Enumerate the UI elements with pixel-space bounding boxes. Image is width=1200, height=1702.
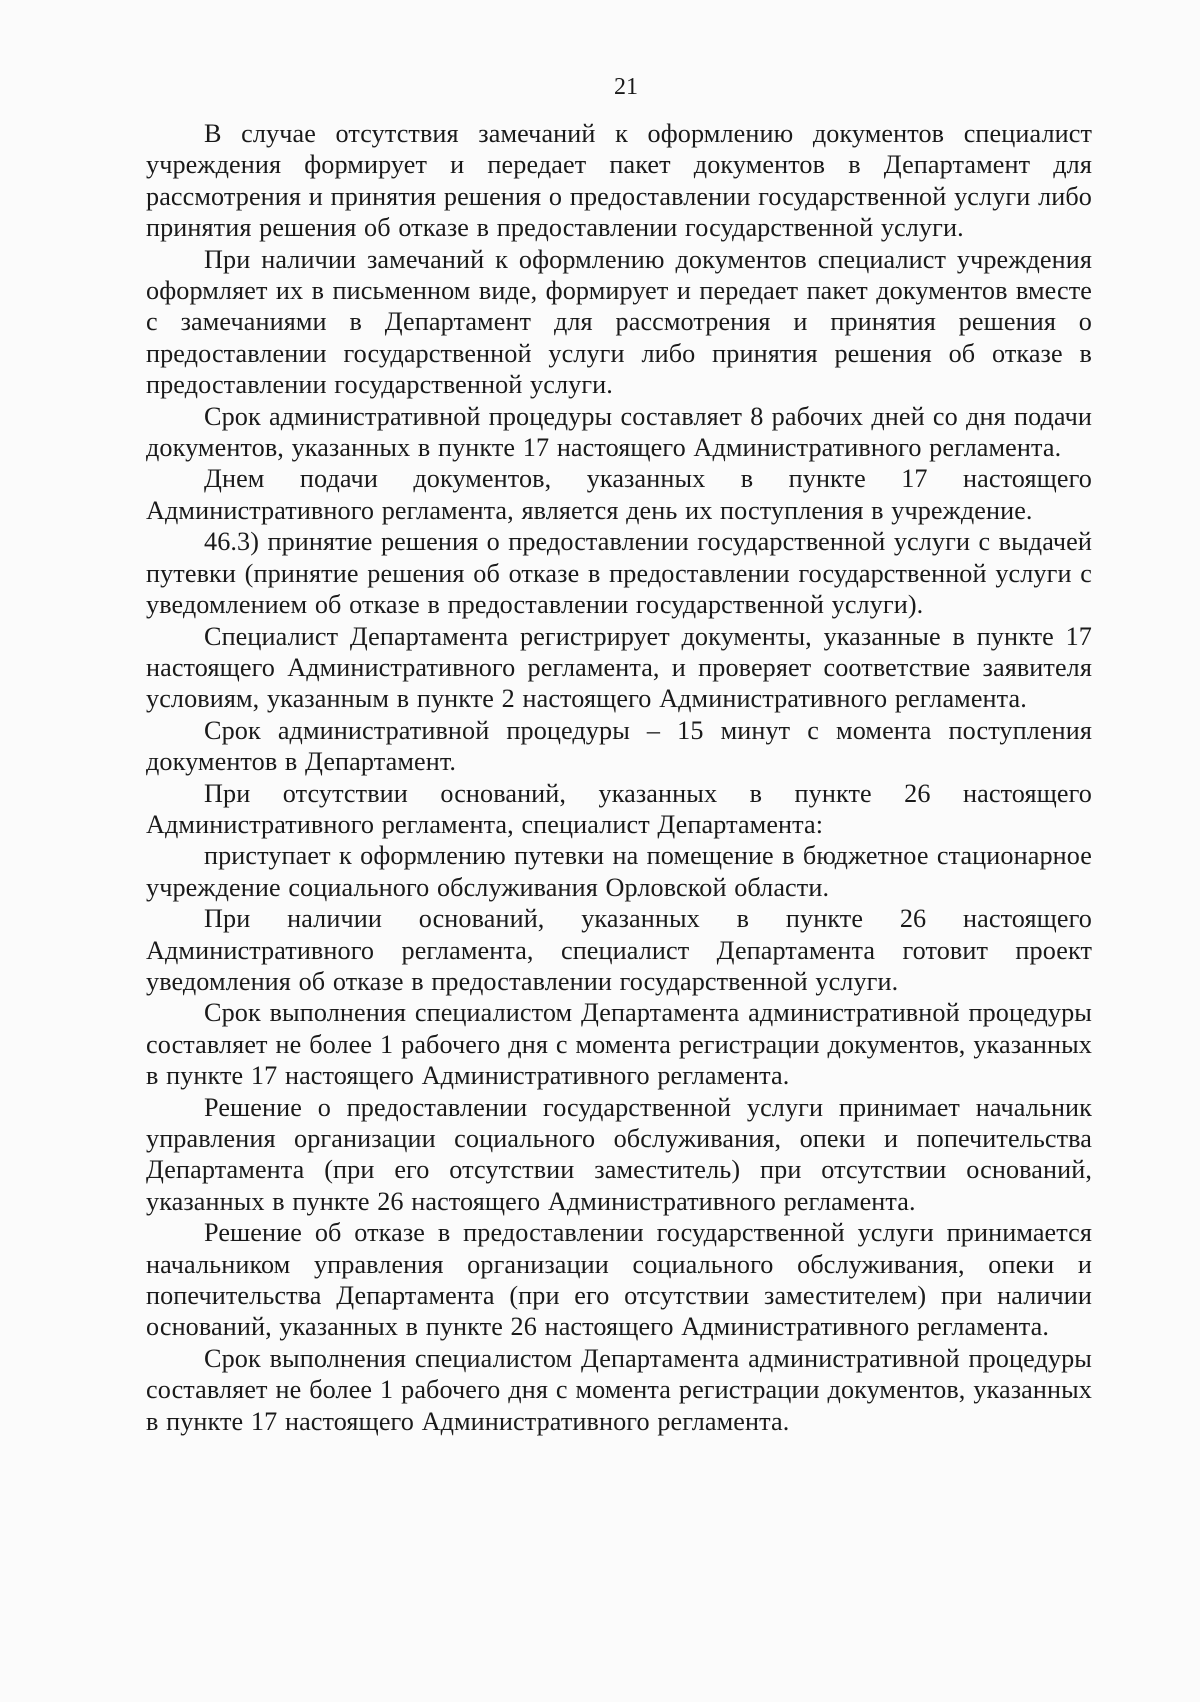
- paragraph-2: При наличии замечаний к оформлению документов специалист учреждения оформляет их в письменном виде, формирует и передает пакет документов вместе с замечаниями в Департамент для рассмотрения и принятия решения о предоставлении государственной услуги либо принятия решения об отказе в предоставлении государственной услуги.: [146, 244, 1092, 400]
- paragraph-5: 46.3) принятие решения о предоставлении государственной услуги с выдачей путевки (принятие решения об отказе в предоставлении государственной услуги с уведомлением об отказе в предоставлении государственной услуги).: [146, 527, 1092, 620]
- document-body: [146, 118, 1092, 1437]
- page-number: 21: [614, 74, 638, 100]
- paragraph-9: приступает к оформлению путевки на помещение в бюджетное стационарное учреждение социального обслуживания Орловской области.: [146, 841, 1092, 902]
- paragraph-12: Решение о предоставлении государственной услуги принимает начальник управления организации социального обслуживания, опеки и попечительства Департамента (при его отсутствии заместитель) при отсутствии оснований, указанных в пункте 26 настоящего Административного регламента.: [146, 1092, 1092, 1216]
- paragraph-8: При отсутствии оснований, указанных в пункте 26 настоящего Административного регламента, специалист Департамента:: [146, 778, 1092, 839]
- paragraph-3: Срок административной процедуры составляет 8 рабочих дней со дня подачи документов, указанных в пункте 17 настоящего Административного регламента.: [146, 401, 1092, 463]
- paragraph-11: Срок выполнения специалистом Департамента административной процедуры составляет не более 1 рабочего дня с момента регистрации документов, указанных в пункте 17 настоящего Административного регламента.: [146, 998, 1092, 1091]
- paragraph-7: Срок административной процедуры – 15 минут с момента поступления документов в Департамент.: [146, 715, 1092, 777]
- paragraph-13: Решение об отказе в предоставлении государственной услуги принимается начальником управления организации социального обслуживания, опеки и попечительства Департамента (при его отсутствии заместителем) при наличии оснований, указанных в пункте 26 настоящего Административного регламента.: [146, 1218, 1092, 1342]
- paragraph-6: Специалист Департамента регистрирует документы, указанные в пункте 17 настоящего Административного регламента, и проверяет соответствие заявителя условиям, указанным в пункте 2 настоящего Административного регламента.: [146, 621, 1092, 714]
- paragraph-1: В случае отсутствия замечаний к оформлению документов специалист учреждения формирует и передает пакет документов в Департамент для рассмотрения и принятия решения о предоставлении государственной услуги либо принятия решения об отказе в предоставлении государственной услуги.: [146, 119, 1092, 243]
- paragraph-14: Срок выполнения специалистом Департамента административной процедуры составляет не более 1 рабочего дня с момента регистрации документов, указанных в пункте 17 настоящего Административного регламента.: [146, 1343, 1092, 1436]
- paragraph-10: При наличии оснований, указанных в пункте 26 настоящего Административного регламента, специалист Департамента готовит проект уведомления об отказе в предоставлении государственной услуги.: [146, 904, 1092, 996]
- paragraph-4: Днем подачи документов, указанных в пункте 17 настоящего Административного регламента, является день их поступления в учреждение.: [146, 464, 1092, 525]
